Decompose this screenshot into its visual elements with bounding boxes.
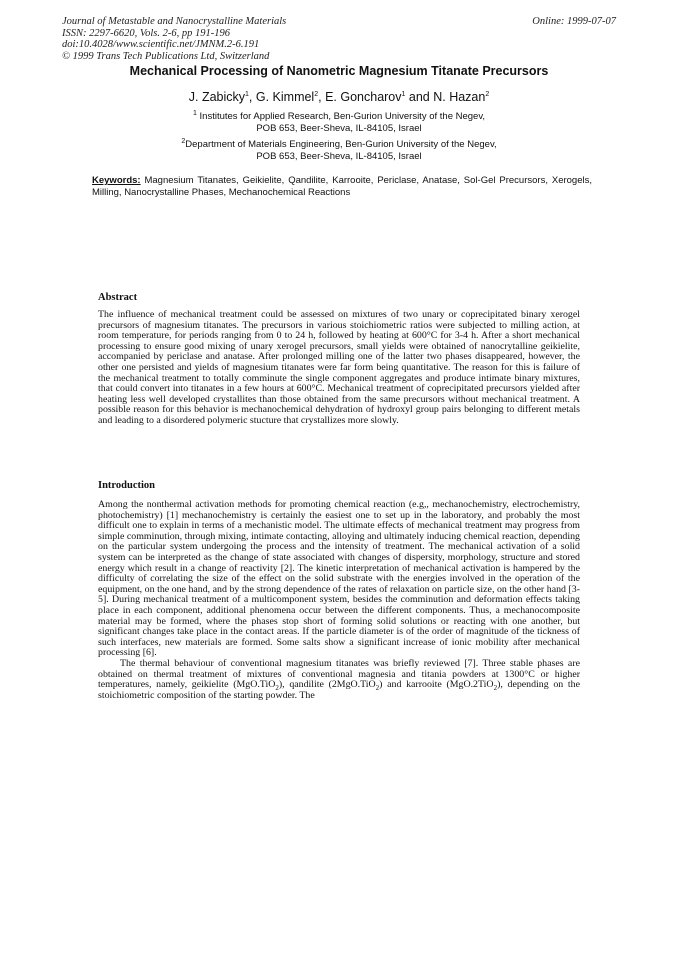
introduction-paragraph: Among the nonthermal activation methods for promoting chemical reaction (e.g,, mechanochemistry, electrochemistry, photochemistry) [1] mechanochemistry is certainly the easiest one to set up in the laboratory, and probably the most difficult one to explain in terms of a mechanistic model. The ultimate effects of mechanical treatment may progress from simple comminution, through mixing, intimate contacting, alloying and ultimately inducing chemical reaction, depending on the particular system undergoing the process and the intensity of treatment. The mechanical activation of a solid system can be interpreted as the change of state associated with changes of dispersity, morphology, structure and stored energy which result in a change of reactivity [2]. The kinetic interpretation of mechanical activation is hampered by the difficulty of correlating the size of the effect on the solid substrate with the energies involved in the operation of the equipment, on the one hand, and by the strong dependence of the rates of relaxation on particle size, on the other hand [3-5]. During mechanical treatment of a multicomponent system, besides the comminution and deformation effects taking place in each component, additional phenomena occur between the different components. Thus, a mechanocomposite material may be formed, where the phases stop short of forming solid solutions or reacting with one another, but significant changes take place in the contact areas. If the particle diameter is of the order of magnitude of the tickness of such interfaces, new materials are formed. Some salts show a significant increase of ionic mobility after mechanical processing [6]. xyxy=(98,499,580,659)
affiliation-line: Department of Materials Engineering, Ben-Gurion University of the Negev, xyxy=(185,139,497,150)
text-run: The thermal behaviour of conventional magnesium titanates was briefly reviewed [7]. Three stable phases are obtained on thermal treatment of mixtures of conventional magnesia and titania powders at 1300°C or higher temperatures, namely, geikielite (MgO.TiO xyxy=(98,657,580,691)
keywords-text: Magnesium Titanates, Geikielite, Qandilite, Karrooite, Periclase, Anatase, Sol-Gel Precursors, Xerogels, Milling, Nanocrystalline Phases, Mechanochemical Reactions xyxy=(92,175,592,198)
paper-title: Mechanical Processing of Nanometric Magnesium Titanate Precursors xyxy=(129,64,549,78)
affiliation-line: POB 653, Beer-Sheva, IL-84105, Israel xyxy=(256,123,422,134)
affiliation-1 xyxy=(0,111,678,135)
author-name: N. Hazan xyxy=(433,90,486,104)
subscript: 2 xyxy=(493,684,498,693)
affiliation-mark: 2 xyxy=(181,137,186,145)
separator: and xyxy=(405,90,434,104)
affiliation-line: POB 653, Beer-Sheva, IL-84105, Israel xyxy=(256,151,422,162)
online-date: Online: 1999-07-07 xyxy=(532,16,616,27)
abstract-text: The influence of mechanical treatment could be assessed on mixtures of two unary or coprecipitated binary xerogel precursors of magnesium titanates. The precursors in various stoichiometric ratios were subjected to milling action, at room temperature, for periods ranging from 0 to 24 h, followed by heating at 600°C for 3-4 h. After a short mechanical processing to ensure good mixing of unary xerogel precursors, small yields were obtained of nanocrytalline geikielite, accompanied by periclase and anatase. After prolonged milling one of the latter two phases disappeared, however, the other one persisted and yields of magnesium titanates were far form being quantitative. The reason for this is failure of the mechanical treatment to totally comminute the single component aggregates and produce intimate binary mixtures, that could convert into titanates in a few hours at 600°C. Mechanical treatment of coprecipitated precursors yielded after heating less well developed crystallites than those obtained from the same precursors without mechanical treatment. A possible reason for this behavior is mechanochemical dehydration of hydroxyl group pairs belonging to different metals and leading to a disordered polymeric stucture that crystallizes more slowly. xyxy=(98,309,580,426)
journal-header xyxy=(62,16,286,62)
author-list xyxy=(0,90,678,104)
separator: , xyxy=(248,90,256,104)
journal-name: Journal of Metastable and Nanocrystalline Materials xyxy=(62,16,287,27)
introduction-body xyxy=(98,500,580,701)
affiliation-mark: 2 xyxy=(314,90,319,98)
affiliation-mark: 1 xyxy=(192,109,197,117)
text-run: ), qandilite (2MgO.TiO xyxy=(278,679,376,691)
author-name: G. Kimmel xyxy=(255,90,315,104)
subscript: 2 xyxy=(275,684,279,693)
keywords xyxy=(92,175,592,199)
affiliation-2 xyxy=(0,139,678,163)
author-name: E. Goncharov xyxy=(325,90,402,104)
text-run: ), depending on the stoichiometric composition of the starting powder. The xyxy=(98,679,580,701)
affiliation-mark: 2 xyxy=(485,90,490,98)
affiliation-line: Institutes for Applied Research, Ben-Gurion University of the Negev, xyxy=(199,111,486,122)
separator: , xyxy=(318,90,326,104)
issn-line: ISSN: 2297-6620, Vols. 2-6, pp 191-196 xyxy=(62,27,230,39)
introduction-heading: Introduction xyxy=(98,480,155,491)
copyright-line: © 1999 Trans Tech Publications Ltd, Switzerland xyxy=(62,50,270,62)
introduction-paragraph xyxy=(98,659,580,701)
affiliation-mark: 1 xyxy=(401,90,406,98)
doi-line: doi:10.4028/www.scientific.net/JMNM.2-6.191 xyxy=(62,39,260,50)
keywords-label: Keywords: xyxy=(92,175,141,186)
affiliation-mark: 1 xyxy=(245,90,249,98)
text-run: ) and karrooite (MgO.2TiO xyxy=(379,679,494,691)
abstract-heading: Abstract xyxy=(98,292,138,303)
author-name: J. Zabicky xyxy=(188,90,246,104)
subscript: 2 xyxy=(375,684,380,693)
